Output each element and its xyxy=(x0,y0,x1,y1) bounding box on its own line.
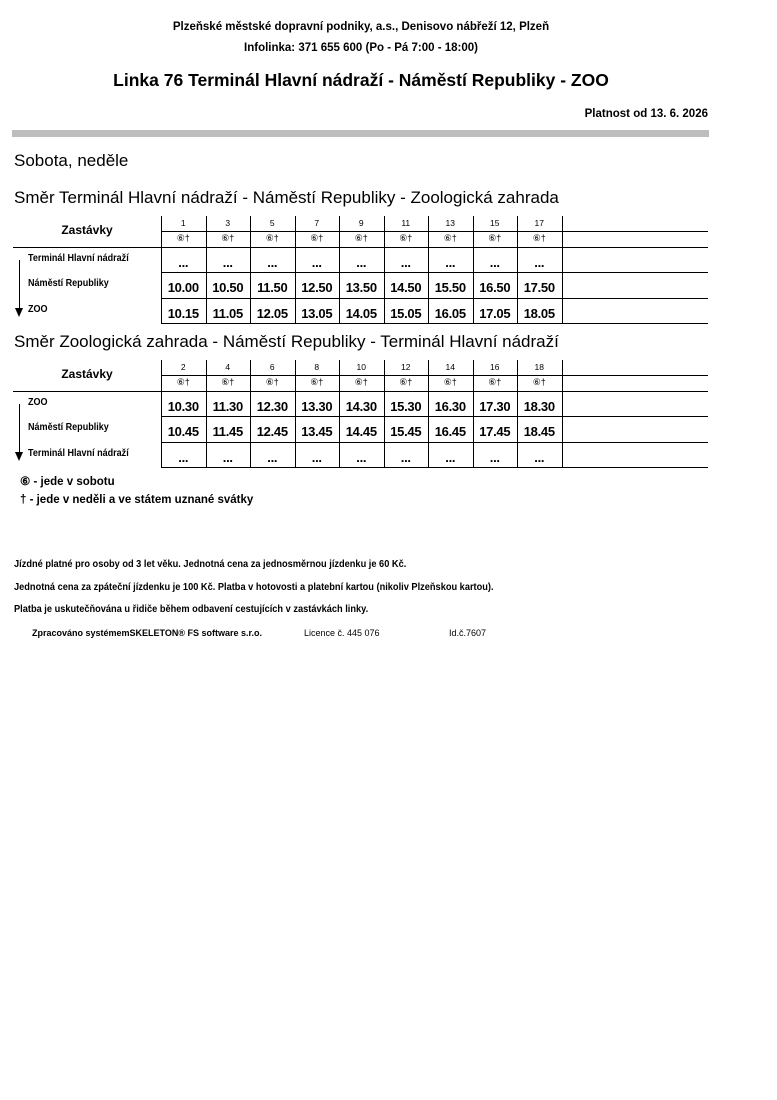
timetable-direction-1 xyxy=(13,216,708,326)
departure-time: ... xyxy=(356,450,367,465)
departure-time: ... xyxy=(267,450,278,465)
operating-days-symbol: ⑥† xyxy=(176,377,190,387)
departure-time: 13.45 xyxy=(301,424,333,439)
departure-time: 17.05 xyxy=(479,306,511,321)
operating-days-symbol: ⑥† xyxy=(221,377,235,387)
operating-days-symbol: ⑥† xyxy=(310,233,324,243)
stop-name: ZOO xyxy=(28,303,48,315)
trip-number: 12 xyxy=(401,362,411,372)
operating-days-symbol: ⑥† xyxy=(354,377,368,387)
trip-number: 10 xyxy=(356,362,366,372)
departure-time: 12.05 xyxy=(256,306,288,321)
stops-header: Zastávky xyxy=(61,367,113,381)
grid-line xyxy=(161,467,708,468)
departure-time: 14.30 xyxy=(345,399,377,414)
departure-time: 12.50 xyxy=(301,280,333,295)
departure-time: ... xyxy=(489,450,500,465)
stops-header: Zastávky xyxy=(61,223,113,237)
trip-number: 3 xyxy=(225,218,231,228)
operating-days-symbol: ⑥† xyxy=(488,377,502,387)
departure-time: 11.05 xyxy=(212,306,243,321)
trip-number: 15 xyxy=(490,218,500,228)
stop-name: Terminál Hlavní nádraží xyxy=(28,447,129,459)
departure-time: ... xyxy=(178,255,189,270)
departure-time: ... xyxy=(445,255,456,270)
separator-bar xyxy=(12,130,709,137)
departure-time: 11.45 xyxy=(212,424,243,439)
departure-time: ... xyxy=(311,450,322,465)
departure-time: ... xyxy=(311,255,322,270)
operating-days-symbol: ⑥† xyxy=(176,233,190,243)
departure-time: 16.45 xyxy=(434,424,466,439)
operating-days-symbol: ⑥† xyxy=(443,377,457,387)
departure-time: 13.30 xyxy=(301,399,333,414)
direction-arrow-shaft xyxy=(19,260,20,310)
footer-id: Id.č.7607 xyxy=(449,628,487,638)
departure-time: 18.45 xyxy=(523,424,555,439)
fare-note: Jízdné platné pro osoby od 3 let věku. Jednotná cena za jednosměrnou jízdenku je 60 Kč. xyxy=(14,558,407,570)
departure-time: 14.45 xyxy=(345,424,377,439)
grid-line xyxy=(161,298,708,299)
direction-arrow-shaft xyxy=(19,404,20,454)
departure-time: 17.50 xyxy=(523,280,555,295)
trip-number: 6 xyxy=(269,362,275,372)
trip-number: 4 xyxy=(225,362,231,372)
operating-days-symbol: ⑥† xyxy=(532,233,546,243)
operating-days-symbol: ⑥† xyxy=(443,233,457,243)
departure-time: 12.45 xyxy=(256,424,288,439)
operating-days-symbol: ⑥† xyxy=(221,233,235,243)
departure-time: 18.05 xyxy=(523,306,555,321)
departure-time: 11.30 xyxy=(212,399,243,414)
departure-time: 10.00 xyxy=(167,280,199,295)
grid-line xyxy=(562,216,563,323)
stop-name: Terminál Hlavní nádraží xyxy=(28,252,129,264)
footer-software: Zpracováno systémemSKELETON® FS software s.r.o. xyxy=(32,628,263,638)
fare-note: Platba je uskutečňována u řidiče během odbavení cestujících v zastávkách linky. xyxy=(14,603,369,615)
grid-line xyxy=(161,323,708,324)
infoline: Infolinka: 371 655 600 (Po - Pá 7:00 - 18:00) xyxy=(244,42,478,54)
footer-license: Licence č. 445 076 xyxy=(304,628,380,638)
departure-time: 16.30 xyxy=(434,399,466,414)
trip-number: 11 xyxy=(401,218,411,228)
departure-time: ... xyxy=(489,255,500,270)
trip-number: 14 xyxy=(445,362,455,372)
direction-title: Směr Zoologická zahrada - Náměstí Republiky - Terminál Hlavní nádraží xyxy=(14,332,559,351)
departure-time: ... xyxy=(356,255,367,270)
departure-time: 16.05 xyxy=(434,306,466,321)
trip-number: 13 xyxy=(445,218,455,228)
departure-time: ... xyxy=(222,255,233,270)
legend-saturday: ⑥ - jede v sobotu xyxy=(20,476,115,488)
departure-time: 16.50 xyxy=(479,280,511,295)
operating-days-symbol: ⑥† xyxy=(399,233,413,243)
departure-time: 10.45 xyxy=(167,424,199,439)
departure-time: ... xyxy=(534,450,545,465)
fare-note: Jednotná cena za zpáteční jízdenku je 100 Kč. Platba v hotovosti a platební kartou (nikoliv Plzeňskou kartou). xyxy=(14,581,494,593)
trip-number: 2 xyxy=(180,362,186,372)
departure-time: 12.30 xyxy=(256,399,288,414)
departure-time: 17.30 xyxy=(479,399,511,414)
departure-time: 10.15 xyxy=(167,306,199,321)
departure-time: ... xyxy=(222,450,233,465)
timetable-direction-2 xyxy=(13,360,708,470)
operating-days-symbol: ⑥† xyxy=(399,377,413,387)
departure-time: 18.30 xyxy=(523,399,555,414)
legend-sunday: † - jede v neděli a ve státem uznané svátky xyxy=(20,494,254,506)
operating-days-symbol: ⑥† xyxy=(488,233,502,243)
trip-number: 16 xyxy=(490,362,500,372)
trip-number: 17 xyxy=(534,218,544,228)
direction-title: Směr Terminál Hlavní nádraží - Náměstí Republiky - Zoologická zahrada xyxy=(14,188,559,207)
trip-number: 8 xyxy=(314,362,320,372)
validity-date: Platnost od 13. 6. 2026 xyxy=(584,108,708,120)
departure-time: 15.50 xyxy=(434,280,466,295)
departure-time: 15.05 xyxy=(390,306,422,321)
departure-time: 15.45 xyxy=(390,424,422,439)
operating-days-symbol: ⑥† xyxy=(310,377,324,387)
page-title: Linka 76 Terminál Hlavní nádraží - Náměstí Republiky - ZOO xyxy=(113,70,609,90)
grid-line xyxy=(562,360,563,467)
grid-line xyxy=(161,272,708,273)
operating-days-symbol: ⑥† xyxy=(265,377,279,387)
departure-time: 14.05 xyxy=(345,306,377,321)
organization-line: Plzeňské městské dopravní podniky, a.s., Denisovo nábřeží 12, Plzeň xyxy=(172,21,550,33)
grid-line xyxy=(13,247,708,248)
arrow-down-icon xyxy=(15,452,23,461)
stop-name: Náměstí Republiky xyxy=(28,421,109,433)
stop-name: ZOO xyxy=(28,396,48,408)
grid-line xyxy=(161,416,708,417)
departure-time: ... xyxy=(400,255,411,270)
trip-number: 7 xyxy=(314,218,320,228)
day-type-heading: Sobota, neděle xyxy=(14,151,129,170)
departure-time: ... xyxy=(445,450,456,465)
departure-time: 14.50 xyxy=(390,280,422,295)
operating-days-symbol: ⑥† xyxy=(265,233,279,243)
departure-time: 11.50 xyxy=(257,280,288,295)
departure-time: 15.30 xyxy=(390,399,422,414)
departure-time: ... xyxy=(267,255,278,270)
arrow-down-icon xyxy=(15,308,23,317)
departure-time: 13.05 xyxy=(301,306,333,321)
grid-line xyxy=(161,442,708,443)
operating-days-symbol: ⑥† xyxy=(532,377,546,387)
grid-line xyxy=(13,391,708,392)
departure-time: ... xyxy=(534,255,545,270)
departure-time: 10.50 xyxy=(212,280,244,295)
grid-line xyxy=(161,231,708,232)
departure-time: 17.45 xyxy=(479,424,511,439)
departure-time: ... xyxy=(178,450,189,465)
trip-number: 5 xyxy=(269,218,275,228)
departure-time: ... xyxy=(400,450,411,465)
trip-number: 1 xyxy=(180,218,186,228)
trip-number: 9 xyxy=(358,218,364,228)
stop-name: Náměstí Republiky xyxy=(28,277,109,289)
departure-time: 13.50 xyxy=(345,280,377,295)
departure-time: 10.30 xyxy=(167,399,199,414)
grid-line xyxy=(161,375,708,376)
operating-days-symbol: ⑥† xyxy=(354,233,368,243)
trip-number: 18 xyxy=(534,362,544,372)
